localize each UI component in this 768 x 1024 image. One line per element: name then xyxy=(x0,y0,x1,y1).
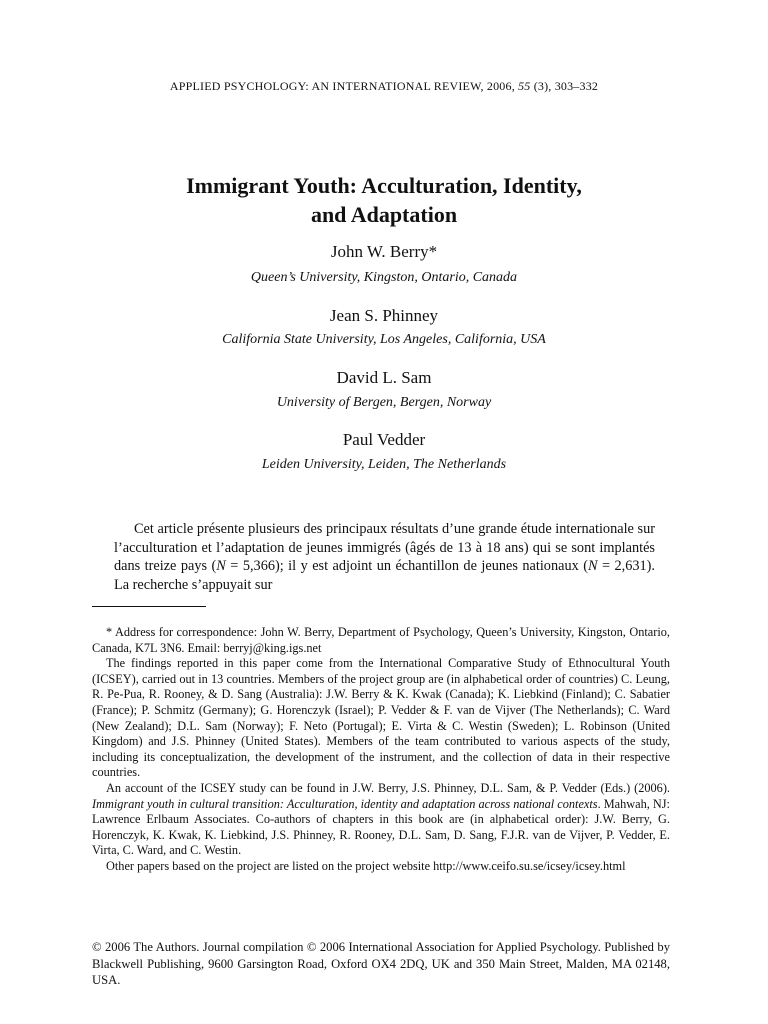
author-affiliation: Queen’s University, Kingston, Ontario, Canada xyxy=(250,270,518,285)
journal-issue-pages: (3), 303–332 xyxy=(530,79,599,93)
author-affiliation: University of Bergen, Bergen, Norway xyxy=(276,395,492,410)
book-title: Immigrant youth in cultural transition: Acculturation, identity and adaptation across national contexts xyxy=(92,796,598,811)
abstract-n-symbol: N xyxy=(587,558,598,574)
footnote-divider xyxy=(92,606,206,607)
account-text: An account of the ICSEY study can be found in J.W. Berry, J.S. Phinney, D.L. Sam, & P. Vedder (Eds.) (2006). xyxy=(106,780,670,795)
abstract-n-symbol: N xyxy=(216,558,226,574)
article-title xyxy=(0,171,768,229)
correspondence-footnote: * Address for correspondence: John W. Berry, Department of Psychology, Queen’s University, Kingston, Ontario, Canada, K7L 3N6. Email: berryj@king.igs.net xyxy=(92,625,670,655)
account-text: . Mahwah, NJ: Lawrence Erlbaum Associates. Co-authors of chapters in this book are (in alphabetical order): J.W. Berry, G. Horenczyk, K. Kwak, K. Liebkind, J.S. Phinney, R. Rooney, D.L. Sam, D. Sang, F.J.R. van de Vijver, P. Vedder, E. Virta, C. Ward, and C. Westin. xyxy=(92,796,670,858)
author-affiliation: Leiden University, Leiden, The Netherlands xyxy=(261,457,507,472)
author-name: Paul Vedder xyxy=(342,430,426,449)
other-papers-footnote: Other papers based on the project are listed on the project website http://www.ceifo.su.se/icsey/icsey.html xyxy=(106,858,626,873)
findings-footnote: The findings reported in this paper come from the International Comparative Study of Ethnocultural Youth (ICSEY), carried out in 13 countries. Members of the project group are (in alphabetical order of countries) C. Leung, R. Pe-Pua, R. Rooney, & D. Sang (Australia): J.W. Berry & K. Kwak (Canada); K. Liebkind (Finland); C. Sabatier (France); P. Schmitz (Germany); G. Horenczyk (Israel); P. Vedder & F. van de Vijver (The Netherlands); C. Ward (New Zealand); D.L. Sam (Norway); F. Neto (Portugal); E. Virta & C. Westin (Sweden); L. Robinson (United Kingdom) and J.S. Phinney (United States). Members of the team contributed to various aspects of the study, including its conceptualization, the development of the instrument, and the collection of data in their respective countries. xyxy=(92,656,670,780)
running-head xyxy=(0,79,768,94)
author-name: Jean S. Phinney xyxy=(329,306,439,325)
author-affiliation: California State University, Los Angeles, California, USA xyxy=(222,332,546,347)
author-name: John W. Berry* xyxy=(330,242,438,261)
copyright-notice: © 2006 The Authors. Journal compilation © 2006 International Association for Applied Psychology. Published by Blackwell Publishing, 9600 Garsington Road, Oxford OX4 2DQ, UK and 350 Main Street, Malden, MA 02148, USA. xyxy=(92,940,670,987)
title-line-2: and Adaptation xyxy=(310,202,458,227)
abstract-text: = 5,366); il y est adjoint un échantillon de jeunes nationaux ( xyxy=(225,558,588,574)
footnotes xyxy=(92,625,670,875)
abstract-text: Cet article présente plusieurs des principaux résultats d’une grande étude internationale sur l’acculturation et l’adaptation de jeunes immigrés (âgés de 13 à 18 ans) qui se sont implantés dans treize pays ( xyxy=(114,521,655,574)
abstract-text: = 2,631). La recherche s’appuyait sur xyxy=(114,558,655,593)
abstract-paragraph xyxy=(114,520,655,594)
account-footnote xyxy=(92,781,670,859)
title-line-1: Immigrant Youth: Acculturation, Identity, xyxy=(186,173,582,198)
journal-volume: 55 xyxy=(518,79,531,93)
author-name: David L. Sam xyxy=(336,368,432,387)
journal-name: APPLIED PSYCHOLOGY: AN INTERNATIONAL REVIEW, 2006, xyxy=(169,79,519,93)
